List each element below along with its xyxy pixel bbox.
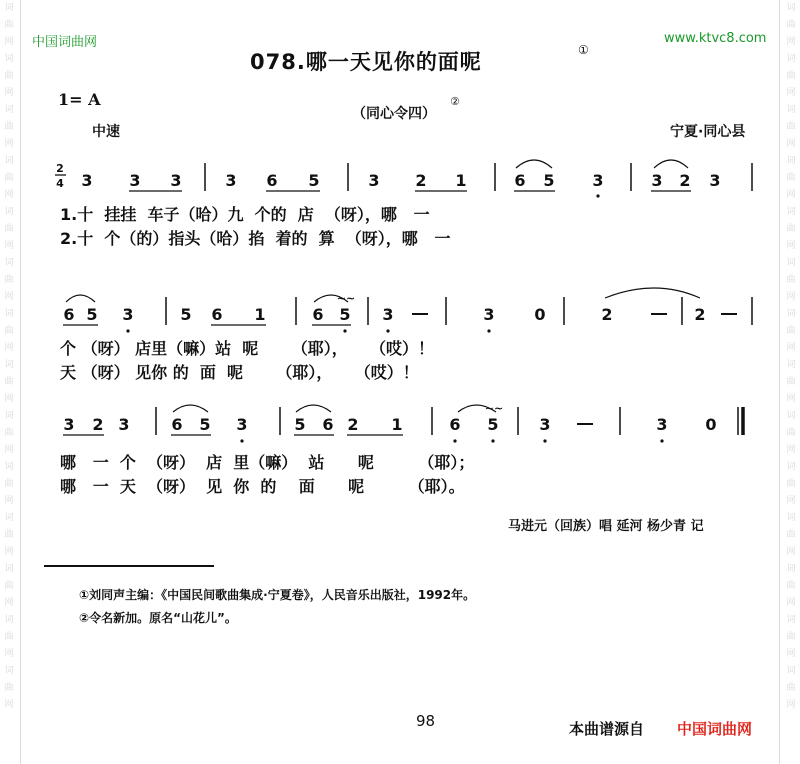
song-region: 宁夏·同心县 xyxy=(670,124,746,140)
watermark-left: 词曲网词曲网词曲网词曲网词曲网词曲网词曲网词曲网词曲网词曲网词曲网词曲网词曲网词曲网 xyxy=(4,3,14,710)
time-signature-top: 2 xyxy=(56,162,64,175)
svg-text:6: 6 xyxy=(514,171,526,190)
svg-text:3: 3 xyxy=(539,415,551,434)
footnote-2: ②令名新加。原名“山花儿”。 xyxy=(79,611,237,625)
svg-text:3: 3 xyxy=(63,415,75,434)
score-row-1 xyxy=(81,160,752,198)
svg-text:3: 3 xyxy=(483,305,495,324)
svg-text:3: 3 xyxy=(651,171,663,190)
time-signature-bottom: 4 xyxy=(56,177,64,190)
svg-text:3: 3 xyxy=(122,305,134,324)
song-subtitle: （同心令四） xyxy=(352,106,436,122)
page-number: 98 xyxy=(416,712,436,730)
svg-text:0: 0 xyxy=(534,305,546,324)
svg-text:~~: ~~ xyxy=(484,402,504,415)
svg-text:2: 2 xyxy=(694,305,706,324)
svg-text:3: 3 xyxy=(709,171,721,190)
site-name-header[interactable]: 中国词曲网 xyxy=(32,35,98,50)
svg-text:6: 6 xyxy=(322,415,334,434)
svg-text:2: 2 xyxy=(601,305,613,324)
svg-text:6: 6 xyxy=(63,305,75,324)
svg-text:1: 1 xyxy=(391,415,403,434)
svg-text:5: 5 xyxy=(294,415,306,434)
svg-text:3: 3 xyxy=(592,171,604,190)
lyric-row3-verse1: 哪 一 个 （呀） 店 里（嘛） 站 呢 （耶）； xyxy=(60,453,475,472)
svg-text:3: 3 xyxy=(236,415,248,434)
tempo-marking: 中速 xyxy=(92,124,120,140)
lyric-row3-verse2: 哪 一 天 （呀） 见 你 的 面 呢 （耶）。 xyxy=(60,477,465,496)
svg-text:5: 5 xyxy=(180,305,192,324)
svg-text:0: 0 xyxy=(705,415,717,434)
score-row-3 xyxy=(63,402,743,443)
svg-text:3: 3 xyxy=(368,171,380,190)
svg-text:2: 2 xyxy=(679,171,691,190)
svg-text:6: 6 xyxy=(312,305,324,324)
lyric-row1-verse2: 2.十 个（的）指头（哈）掐 着的 算 （呀），哪 一 xyxy=(60,229,451,248)
svg-text:3: 3 xyxy=(225,171,237,190)
title-footnote-mark: ① xyxy=(578,43,589,57)
svg-text:5: 5 xyxy=(543,171,555,190)
key-signature: 1= A xyxy=(58,90,101,109)
svg-text:6: 6 xyxy=(171,415,183,434)
svg-text:3: 3 xyxy=(170,171,182,190)
source-site-link[interactable]: 中国词曲网 xyxy=(677,720,753,738)
lyric-row1-verse1: 1.十 挂挂 车子（哈）九 个的 店 （呀），哪 一 xyxy=(60,205,430,224)
svg-text:2: 2 xyxy=(347,415,359,434)
svg-text:1: 1 xyxy=(455,171,467,190)
watermark-right: 词曲网词曲网词曲网词曲网词曲网词曲网词曲网词曲网词曲网词曲网词曲网词曲网词曲网词曲网 xyxy=(786,3,796,710)
lyric-row2-verse2: 天 （呀） 见你 的 面 呢 （耶）， （哎）！ xyxy=(60,363,419,382)
svg-text:6: 6 xyxy=(266,171,278,190)
svg-text:5: 5 xyxy=(339,305,351,324)
svg-text:3: 3 xyxy=(129,171,141,190)
svg-text:5: 5 xyxy=(308,171,320,190)
svg-text:6: 6 xyxy=(211,305,223,324)
svg-text:5: 5 xyxy=(487,415,499,434)
performer-credit: 马进元（回族）唱 延河 杨少青 记 xyxy=(508,519,704,534)
svg-text:6: 6 xyxy=(449,415,461,434)
svg-text:3: 3 xyxy=(656,415,668,434)
subtitle-footnote-mark: ② xyxy=(450,95,460,108)
song-title: 078.哪一天见你的面呢 xyxy=(250,50,482,74)
svg-text:5: 5 xyxy=(199,415,211,434)
svg-text:2: 2 xyxy=(415,171,427,190)
score-row-2 xyxy=(63,288,752,333)
svg-text:3: 3 xyxy=(382,305,394,324)
svg-text:5: 5 xyxy=(86,305,98,324)
svg-text:3: 3 xyxy=(118,415,130,434)
svg-text:2: 2 xyxy=(92,415,104,434)
lyric-row2-verse1: 个 （呀） 店里（嘛）站 呢 （耶）， （哎）！ xyxy=(60,339,434,358)
footnote-1: ①刘同声主编：《中国民间歌曲集成·宁夏卷》，人民音乐出版社，1992年。 xyxy=(79,588,476,602)
svg-text:1: 1 xyxy=(254,305,266,324)
svg-text:3: 3 xyxy=(81,171,93,190)
site-url-header[interactable]: www.ktvc8.com xyxy=(664,31,767,46)
source-label: 本曲谱源自 xyxy=(569,720,645,738)
footnote-divider xyxy=(44,565,214,567)
svg-text:~~: ~~ xyxy=(336,292,356,305)
